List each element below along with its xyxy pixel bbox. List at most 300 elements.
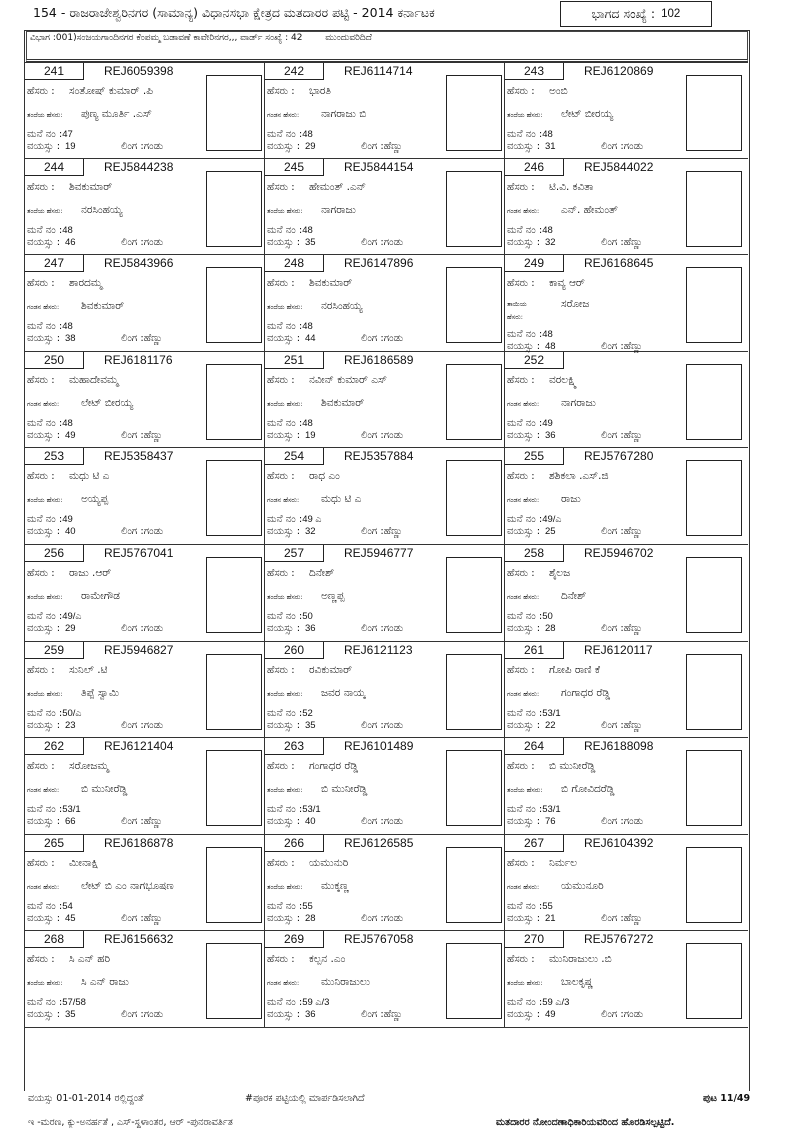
epic-number: REJ6121123 <box>344 642 413 657</box>
relation-label: ತಂದೆಯ ಹೆಸರು: <box>507 786 543 795</box>
house-label: ಮನೆ ನಂ : <box>507 997 543 1009</box>
house-number: 48 <box>62 417 73 429</box>
age-label: ವಯಸ್ಸು : <box>267 622 301 634</box>
age-label: ವಯಸ್ಸು : <box>27 236 61 248</box>
house-number: 53/1 <box>62 804 81 816</box>
voter-name: ದಿನೇಶ್ <box>309 566 335 579</box>
section-name: ವಿಭಾಗ :001)ಸಂಜಯಗಾಂದಿನಗರ ಕೆಂಪಮ್ಮ ಬಡಾವಣೆ ಕಾವೇರಿನಗರ,,, ವಾರ್ಡ್ ಸಂಖ್ಯೆ : 42 <box>30 33 303 43</box>
house-label: ಮನೆ ನಂ : <box>27 129 63 140</box>
serial-number: 249 <box>505 255 564 272</box>
house-number: 52 <box>302 707 313 719</box>
gender-value: ಗಂಡು <box>383 236 404 248</box>
house-number: 57/58 <box>62 997 86 1009</box>
relation-label: ತಂದೆಯ ಹೆಸರು: <box>27 979 63 988</box>
age-label: ವಯಸ್ಸು : <box>507 526 541 538</box>
age-value: 44 <box>305 333 316 345</box>
gender-label: ಲಿಂಗ : <box>121 526 144 538</box>
house-label: ಮನೆ ನಂ : <box>507 610 543 622</box>
gender-value: ಹೆಣ್ಣು <box>623 622 643 634</box>
age-value: 48 <box>545 341 556 353</box>
voter-card <box>265 835 505 931</box>
relative-name: ಜವರ ನಾಯ್ಕ <box>321 686 366 699</box>
part-number-box <box>560 1 712 27</box>
relative-name: ನರಸಿಂಹಯ್ಯ <box>81 203 123 216</box>
epic-number: REJ6101489 <box>344 739 414 754</box>
gender-label: ಲಿಂಗ : <box>121 816 144 828</box>
photo-placeholder <box>446 364 502 440</box>
voter-name: ವರಲಕ್ಷ್ಮಿ <box>549 373 578 386</box>
voter-card <box>505 738 748 834</box>
name-label: ಹೆಸರು : <box>27 86 55 97</box>
voter-name: ಸುನಿಲ್ .ಟಿ <box>69 663 108 676</box>
gender-label: ಲಿಂಗ : <box>121 236 144 248</box>
voter-name: ಕಲ್ಪನ .ಎಂ <box>309 953 346 966</box>
relation-label: ಗಂಡನ ಹೆಸರು: <box>507 496 540 505</box>
voter-card <box>265 63 505 158</box>
voter-card <box>25 63 265 158</box>
name-label: ಹೆಸರು : <box>507 471 535 483</box>
age-value: 21 <box>545 912 556 924</box>
name-label: ಹೆಸರು : <box>507 278 535 290</box>
serial-number: 242 <box>265 63 324 80</box>
serial-number: 257 <box>265 545 324 562</box>
gender-value: ಗಂಡು <box>383 622 404 634</box>
epic-number: REJ6168645 <box>584 256 654 271</box>
relative-name: ನಾಗರಾಜು <box>561 396 596 409</box>
photo-placeholder <box>686 171 742 247</box>
page-title: 154 - ರಾಜರಾಜೇಶ್ವರಿನಗರ (ಸಾಮಾನ್ಯ) ವಿಧಾನಸಭಾ ಕ್ಷೇತ್ರದ ಮತದಾರರ ಪಟ್ಟಿ - 2014 ಕರ್ನಾಟಕ <box>33 5 435 20</box>
gender-label: ಲಿಂಗ : <box>601 341 624 353</box>
name-label: ಹೆಸರು : <box>507 761 535 773</box>
status-legend: ಇ -ಮರಣ, ಕ್ಯು-ಅನರ್ಹತೆ , ಎಸ್-ಸ್ಥಳಾಂತರ, ಆರ್ -ಪುನರಾವರ್ತಿತ <box>28 1117 233 1128</box>
age-label: ವಯಸ್ಸು : <box>507 719 541 731</box>
relation-label: ತಂದೆಯ ಹೆಸರು: <box>267 882 303 891</box>
relative-name: ಪುಣ್ಯ ಮೂರ್ತಿ .ಎಸ್ <box>81 108 152 120</box>
gender-label: ಲಿಂಗ : <box>121 622 144 634</box>
house-label: ಮನೆ ನಂ : <box>507 329 543 341</box>
age-value: 36 <box>305 622 316 634</box>
serial-number: 265 <box>25 835 84 852</box>
house-number: 49 <box>542 417 553 429</box>
age-value: 76 <box>545 816 556 828</box>
name-label: ಹೆಸರು : <box>27 374 55 386</box>
epic-number: REJ6120869 <box>584 64 654 78</box>
age-value: 36 <box>305 1009 316 1021</box>
voter-row <box>25 931 748 1028</box>
relative-name: ನಾಗರಾಜು <box>321 203 356 216</box>
serial-number: 263 <box>265 738 324 755</box>
gender-label: ಲಿಂಗ : <box>361 622 384 634</box>
gender-label: ಲಿಂಗ : <box>361 912 384 924</box>
relation-label: ಗಂಡನ ಹೆಸರು: <box>267 979 300 988</box>
serial-number: 267 <box>505 835 564 852</box>
age-value: 66 <box>65 816 76 828</box>
name-label: ಹೆಸರು : <box>267 567 295 579</box>
voter-card <box>25 545 265 641</box>
relative-name: ತಿಪ್ಪೆ ಸ್ವಾಮಿ <box>81 686 120 699</box>
relation-label: ತಂದೆಯ ಹೆಸರು: <box>27 111 63 119</box>
gender-value: ಗಂಡು <box>383 719 404 731</box>
relation-label: ತಂದೆಯ ಹೆಸರು: <box>27 689 63 698</box>
serial-number: 243 <box>505 63 564 80</box>
name-label: ಹೆಸರು : <box>507 374 535 386</box>
relation-label: ಗಂಡನ ಹೆಸರು: <box>507 206 540 215</box>
voter-card <box>25 352 265 448</box>
gender-label: ಲಿಂಗ : <box>361 719 384 731</box>
age-label: ವಯಸ್ಸು : <box>27 1009 61 1021</box>
voter-row <box>25 642 748 739</box>
photo-placeholder <box>206 943 262 1019</box>
epic-number: REJ6114714 <box>344 64 413 78</box>
voter-name: ಸಂತೋಷ್ ಕುಮಾರ್ .ಪಿ <box>69 85 153 97</box>
age-label: ವಯಸ್ಸು : <box>267 719 301 731</box>
house-number: 48 <box>302 224 313 236</box>
age-value: 29 <box>65 622 76 634</box>
relation-label: ಗಂಡನ ಹೆಸರು: <box>507 592 540 601</box>
relation-label: ಗಂಡನ ಹೆಸರು: <box>507 882 540 891</box>
supplement-note: #ಪೂರಕ ಪಟ್ಟಿಯಲ್ಲಿ ಮಾರ್ಪಡಿಸಲಾಗಿದೆ <box>245 1093 365 1104</box>
voter-name: ಗೋಪಿ ರಾಣಿ ಕೆ <box>549 663 601 676</box>
serial-number: 264 <box>505 738 564 755</box>
name-label: ಹೆಸರು : <box>27 278 55 290</box>
relative-name: ಮುಕ್ಕಣ್ಣ <box>321 879 349 892</box>
photo-placeholder <box>446 267 502 343</box>
relation-label: ಗಂಡನ ಹೆಸರು: <box>27 786 60 795</box>
epic-number: REJ6188098 <box>584 739 654 754</box>
house-label: ಮನೆ ನಂ : <box>27 224 63 236</box>
relative-name: ಲೇಟ್ ಬಿ ಎಂ ನಾಗಭೂಷಣ <box>81 879 174 892</box>
voter-card <box>25 159 265 255</box>
serial-number: 250 <box>25 352 84 369</box>
house-label: ಮನೆ ನಂ : <box>27 900 63 912</box>
age-value: 25 <box>545 526 556 538</box>
gender-value: ಗಂಡು <box>143 236 164 248</box>
epic-number: REJ5844022 <box>584 159 654 174</box>
age-value: 28 <box>305 912 316 924</box>
photo-placeholder <box>206 847 262 923</box>
photo-placeholder <box>206 75 262 151</box>
age-label: ವಯಸ್ಸು : <box>267 333 301 345</box>
voter-name: ಕಾವ್ಯ ಆರ್ <box>549 277 585 290</box>
relation-label: ಗಂಡನ ಹೆಸರು: <box>267 111 300 119</box>
voter-row <box>25 835 748 932</box>
gender-label: ಲಿಂಗ : <box>361 236 384 248</box>
voter-card <box>25 642 265 738</box>
name-label: ಹೆಸರು : <box>267 664 295 676</box>
age-label: ವಯಸ್ಸು : <box>27 141 61 152</box>
name-label: ಹೆಸರು : <box>27 761 55 773</box>
relation-label: ತಂದೆಯ ಹೆಸರು: <box>27 206 63 215</box>
voter-card <box>25 738 265 834</box>
epic-number: REJ5946827 <box>104 642 174 657</box>
voter-card <box>505 931 748 1027</box>
house-label: ಮನೆ ನಂ : <box>267 514 303 526</box>
name-label: ಹೆಸರು : <box>267 181 295 193</box>
epic-number: REJ5844154 <box>344 159 414 174</box>
gender-value: ಹೆಣ್ಣು <box>383 141 403 152</box>
gender-label: ಲಿಂಗ : <box>121 719 144 731</box>
relation-label: ತಂದೆಯ ಹೆಸರು: <box>507 979 543 988</box>
gender-value: ಹೆಣ್ಣು <box>143 429 163 441</box>
epic-number: REJ6181176 <box>104 352 173 367</box>
gender-value: ಗಂಡು <box>383 429 404 441</box>
relation-label: ಗಂಡನ ಹೆಸರು: <box>507 689 540 698</box>
voter-card <box>265 352 505 448</box>
age-value: 23 <box>65 719 76 731</box>
gender-label: ಲಿಂಗ : <box>601 816 624 828</box>
voter-card <box>25 255 265 351</box>
relative-name: ಮಧು ಟಿ ಎ <box>321 493 362 506</box>
gender-value: ಗಂಡು <box>623 816 644 828</box>
age-label: ವಯಸ್ಸು : <box>507 341 541 353</box>
voter-name: ಯಮುನುರಿ <box>309 856 349 869</box>
relative-name: ಬಿ ಮುನೀರೆಡ್ಡಿ <box>81 783 128 796</box>
serial-number: 254 <box>265 448 324 465</box>
age-label: ವಯಸ್ಸು : <box>267 141 301 152</box>
house-label: ಮನೆ ನಂ : <box>27 610 63 622</box>
house-label: ಮನೆ ನಂ : <box>267 417 303 429</box>
age-value: 22 <box>545 719 556 731</box>
relation-label: ತಂದೆಯ ಹೆಸರು: <box>267 592 303 601</box>
gender-label: ಲಿಂಗ : <box>121 429 144 441</box>
relative-name: ರಾಜು <box>561 493 581 506</box>
relative-name: ಬಿ ಗೋವಿದರೆಡ್ಡಿ <box>561 783 615 796</box>
gender-value: ಹೆಣ್ಣು <box>143 333 163 345</box>
photo-placeholder <box>686 557 742 633</box>
house-number: 50 <box>302 610 313 622</box>
house-number: 48 <box>302 321 313 333</box>
voter-name: ಮಧು ಟಿ ಎ <box>69 470 110 483</box>
voter-row <box>25 62 748 159</box>
photo-placeholder <box>206 557 262 633</box>
epic-number: REJ6059398 <box>104 64 174 78</box>
serial-number: 241 <box>25 63 84 80</box>
gender-value: ಹೆಣ್ಣು <box>623 719 643 731</box>
gender-label: ಲಿಂಗ : <box>361 333 384 345</box>
voter-row <box>25 352 748 449</box>
voter-name: ಶಿವಕುಮಾರ್ <box>309 277 353 290</box>
house-number: 55 <box>542 900 553 912</box>
voter-name: ಮುನಿರಾಜುಲು .ಬಿ <box>549 953 612 966</box>
photo-placeholder <box>206 267 262 343</box>
gender-label: ಲಿಂಗ : <box>601 1009 624 1021</box>
name-label: ಹೆಸರು : <box>267 374 295 386</box>
photo-placeholder <box>446 75 502 151</box>
epic-number: REJ5946702 <box>584 545 654 560</box>
age-value: 49 <box>545 1009 556 1021</box>
epic-number: REJ5767280 <box>584 449 654 464</box>
house-label: ಮನೆ ನಂ : <box>27 997 63 1009</box>
relative-name: ಲೇಟ್ ಬೀರಯ್ಯ <box>561 108 614 120</box>
house-number: 55 <box>302 900 313 912</box>
serial-number: 247 <box>25 255 84 272</box>
age-value: 46 <box>65 236 76 248</box>
voter-row <box>25 448 748 545</box>
photo-placeholder <box>686 654 742 730</box>
epic-number: REJ5946777 <box>344 545 414 560</box>
photo-placeholder <box>206 654 262 730</box>
name-label: ಹೆಸರು : <box>27 857 55 869</box>
relation-label: ತಂದೆಯ ಹೆಸರು: <box>267 206 303 215</box>
house-number: 53/1 <box>542 804 561 816</box>
photo-placeholder <box>446 847 502 923</box>
relative-name: ಅಣ್ಣಪ್ಪ <box>321 589 345 602</box>
house-number: 48 <box>542 129 553 140</box>
epic-number: REJ6156632 <box>104 932 174 947</box>
relation-label: ಗಂಡನ ಹೆಸರು: <box>27 303 60 312</box>
voter-name: ಭಾರತಿ <box>309 85 331 97</box>
gender-value: ಗಂಡು <box>143 622 164 634</box>
voter-row <box>25 738 748 835</box>
epic-number: REJ5844238 <box>104 159 174 174</box>
relative-name: ಮುನಿರಾಜುಲು <box>321 976 370 989</box>
relative-name: ಸರೋಜ <box>561 298 590 311</box>
house-number: 48 <box>542 224 553 236</box>
house-label: ಮನೆ ನಂ : <box>267 610 303 622</box>
relative-name: ನಾಗರಾಜು ಬಿ <box>321 108 367 120</box>
name-label: ಹೆಸರು : <box>27 664 55 676</box>
age-value: 31 <box>545 141 556 152</box>
epic-number: REJ6120117 <box>584 642 653 657</box>
age-value: 35 <box>305 236 316 248</box>
house-label: ಮನೆ ನಂ : <box>507 804 543 816</box>
house-label: ಮನೆ ನಂ : <box>507 224 543 236</box>
relative-name: ನರಸಿಂಹಯ್ಯ <box>321 300 363 313</box>
house-number: 53/1 <box>542 707 561 719</box>
gender-value: ಹೆಣ್ಣು <box>143 912 163 924</box>
serial-number: 259 <box>25 642 84 659</box>
gender-value: ಗಂಡು <box>623 141 644 152</box>
voter-name: ರಾಜು .ಆರ್ <box>69 566 112 579</box>
house-number: 48 <box>302 417 313 429</box>
gender-label: ಲಿಂಗ : <box>361 526 384 538</box>
voter-card <box>25 835 265 931</box>
name-label: ಹೆಸರು : <box>27 181 55 193</box>
relation-label: ತಂದೆಯ ಹೆಸರು: <box>27 592 63 601</box>
gender-label: ಲಿಂಗ : <box>361 429 384 441</box>
gender-value: ಗಂಡು <box>143 719 164 731</box>
house-number: 48 <box>62 321 73 333</box>
serial-number: 266 <box>265 835 324 852</box>
epic-number: REJ6121404 <box>104 739 174 754</box>
gender-label: ಲಿಂಗ : <box>601 526 624 538</box>
relative-name: ಯಮುನೂರಿ <box>561 879 604 892</box>
voter-name: ಹೇಮಂತ್ .ಎನ್ <box>309 180 366 193</box>
voter-name: ಟಿ.ವಿ. ಕವಿತಾ <box>549 180 594 193</box>
voter-card <box>265 545 505 641</box>
photo-placeholder <box>446 557 502 633</box>
relative-name: ಶಿವಕುಮಾರ್ <box>321 396 365 409</box>
serial-number: 253 <box>25 448 84 465</box>
photo-placeholder <box>686 75 742 151</box>
age-value: 28 <box>545 622 556 634</box>
age-label: ವಯಸ್ಸು : <box>27 622 61 634</box>
voter-name: ಶೈಲಜ <box>549 566 571 579</box>
age-value: 19 <box>305 429 316 441</box>
relation-label: ಗಂಡನ ಹೆಸರು: <box>27 399 60 408</box>
gender-value: ಹೆಣ್ಣು <box>623 236 643 248</box>
voter-card <box>505 448 748 544</box>
gender-value: ಹೆಣ್ಣು <box>383 1009 403 1021</box>
photo-placeholder <box>686 460 742 536</box>
voter-card <box>505 159 748 255</box>
house-number: 49 <box>62 514 73 526</box>
voter-name: ಗಂಗಾಧರ ರೆಡ್ಡಿ <box>309 760 359 773</box>
name-label: ಹೆಸರು : <box>27 567 55 579</box>
photo-placeholder <box>206 364 262 440</box>
photo-placeholder <box>686 364 742 440</box>
gender-label: ಲಿಂಗ : <box>601 622 624 634</box>
voter-card <box>505 63 748 158</box>
voter-row <box>25 545 748 642</box>
age-label: ವಯಸ್ಸು : <box>267 912 301 924</box>
age-value: 32 <box>305 526 316 538</box>
name-label: ಹೆಸರು : <box>267 471 295 483</box>
voter-card <box>505 352 748 448</box>
relation-label: ಗಂಡನ ಹೆಸರು: <box>267 496 300 505</box>
house-number: 48 <box>302 129 313 140</box>
house-label: ಮನೆ ನಂ : <box>267 321 303 333</box>
gender-label: ಲಿಂಗ : <box>121 1009 144 1021</box>
photo-placeholder <box>446 171 502 247</box>
relation-label: ತಂದೆಯ ಹೆಸರು: <box>267 303 303 312</box>
photo-placeholder <box>446 654 502 730</box>
age-label: ವಯಸ್ಸು : <box>507 1009 541 1021</box>
voter-name: ಸಿ ಎನ್ ಹರಿ <box>69 953 111 966</box>
voter-name: ನಿರ್ಮಲ <box>549 856 578 869</box>
gender-value: ಹೆಣ್ಣು <box>623 526 643 538</box>
epic-number: REJ6186878 <box>104 835 174 850</box>
name-label: ಹೆಸರು : <box>507 954 535 966</box>
gender-value: ಗಂಡು <box>143 526 164 538</box>
voter-name: ಶಿವಕುಮಾರ್ <box>69 180 113 193</box>
house-number: 49 ಎ <box>302 514 322 526</box>
relative-name: ಶಿವಕುಮಾರ್ <box>81 300 125 313</box>
name-label: ಹೆಸರು : <box>267 86 295 97</box>
photo-placeholder <box>686 267 742 343</box>
photo-placeholder <box>446 943 502 1019</box>
voter-name: ಬಿ ಮುನೀರೆಡ್ಡಿ <box>549 760 596 773</box>
voter-name: ರವಿಕುಮಾರ್ <box>309 663 353 676</box>
gender-label: ಲಿಂಗ : <box>361 1009 384 1021</box>
voter-name: ನವೀನ್ ಕುಮಾರ್ ಎಸ್ <box>309 373 387 386</box>
age-value: 35 <box>65 1009 76 1021</box>
relation-label-2: ಹೆಸರು: <box>507 313 523 322</box>
voter-card <box>25 931 265 1027</box>
name-label: ಹೆಸರು : <box>507 86 535 97</box>
gender-label: ಲಿಂಗ : <box>601 912 624 924</box>
serial-number: 268 <box>25 931 84 948</box>
gender-value: ಹೆಣ್ಣು <box>143 816 163 828</box>
voter-card <box>505 545 748 641</box>
house-number: 59 ಎ/3 <box>542 997 570 1009</box>
house-label: ಮನೆ ನಂ : <box>507 417 543 429</box>
voter-row <box>25 159 748 256</box>
gender-label: ಲಿಂಗ : <box>121 333 144 345</box>
gender-value: ಗಂಡು <box>143 141 164 152</box>
serial-number: 262 <box>25 738 84 755</box>
age-label: ವಯಸ್ಸು : <box>507 622 541 634</box>
age-value: 45 <box>65 912 76 924</box>
gender-value: ಹೆಣ್ಣು <box>623 341 643 353</box>
photo-placeholder <box>686 847 742 923</box>
age-label: ವಯಸ್ಸು : <box>27 526 61 538</box>
serial-number: 252 <box>505 352 564 369</box>
name-label: ಹೆಸರು : <box>507 857 535 869</box>
publisher-note: ಮತದಾರರ ನೋಂದಣಾಧಿಕಾರಿಯವರಿಂದ ಹೊರಡಿಸಲ್ಪಟ್ಟಿದೆ. <box>496 1117 675 1128</box>
gender-label: ಲಿಂಗ : <box>601 719 624 731</box>
age-value: 29 <box>305 141 316 152</box>
